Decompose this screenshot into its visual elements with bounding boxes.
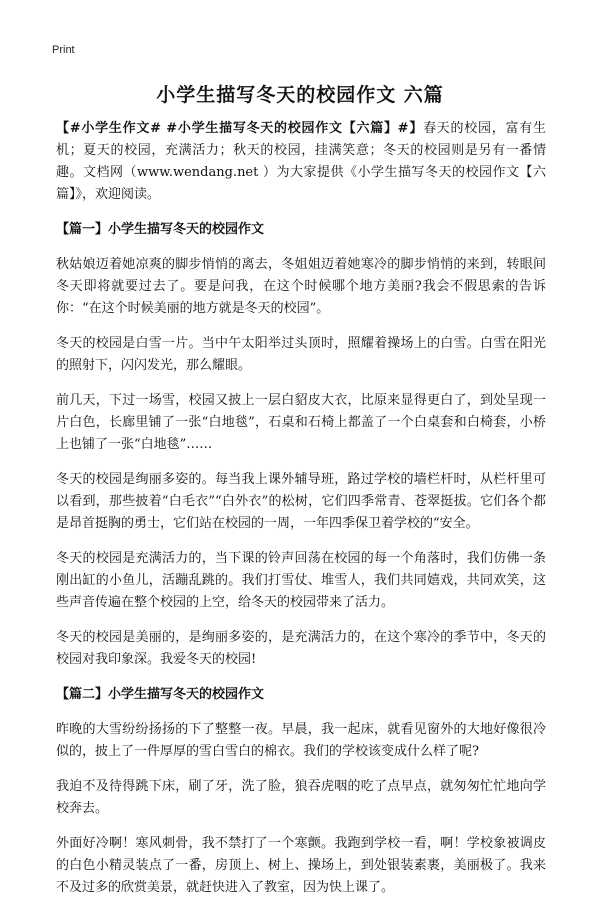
paragraph: 秋姑娘迈着她凉爽的脚步悄悄的离去，冬姐姐迈着她寒冷的脚步悄悄的来到，转眼间冬天即将就要过去了。要是问我，在这个时候哪个地方美丽?我会不假思索的告诉你：“在这个时候美丽的地方就是冬天的校园”。 xyxy=(56,257,546,316)
intro-paragraph xyxy=(56,118,546,206)
intro-text: 春天的校园，富有生机；夏天的校园，充满活力；秋天的校园，挂满笑意；冬天的校园则是另有一番情趣。文档网（www.wendang.net ）为大家提供《小学生描写冬天的校园作文【六篇】》，欢迎阅读。 xyxy=(56,121,546,202)
section-heading-1: 【篇一】小学生描写冬天的校园作文 xyxy=(56,222,265,237)
paragraph: 冬天的校园是绚丽多姿的。每当我上课外辅导班，路过学校的墙栏杆时，从栏杆里可以看到，那些披着“白毛衣”“白外衣”的松树，它们四季常青、苍翠挺拔。它们各个都是昂首挺胸的勇士，它们站在校园的一周，一年四季保卫着学校的“安全。 xyxy=(56,472,546,531)
page-title: 小学生描写冬天的校园作文 六篇 xyxy=(156,84,444,106)
paragraph: 冬天的校园是充满活力的，当下课的铃声回荡在校园的每一个角落时，我们仿佛一条刚出缸的小鱼儿，活蹦乱跳的。我们打雪仗、堆雪人，我们共同嬉戏，共同欢笑，这些声音传遍在整个校园的上空，给冬天的校园带来了活力。 xyxy=(56,551,546,610)
paragraph: 外面好冷啊！寒风刺骨，我不禁打了一个寒颤。我跑到学校一看，啊！学校象被调皮的白色小精灵装点了一番，房顶上、树上、操场上，到处银装素裹，美丽极了。我来不及过多的欣赏美景，就赶快进入了教室，因为快上课了。 xyxy=(56,836,546,895)
intro-bold-lead: 【#小学生作文# #小学生描写冬天的校园作文【六篇】#】 xyxy=(56,121,424,136)
section-heading-2: 【篇二】小学生描写冬天的校园作文 xyxy=(56,687,265,702)
paragraph: 我迫不及待得跳下床，刷了牙，洗了脸，狼吞虎咽的吃了点早点，就匆匆忙忙地向学校奔去。 xyxy=(56,779,546,816)
paragraph: 冬天的校园是白雪一片。当中午太阳举过头顶时，照耀着操场上的白雪。白雪在阳光的照射下，闪闪发光，那么耀眼。 xyxy=(56,336,546,373)
print-link[interactable]: Print xyxy=(52,44,75,56)
paragraph: 昨晚的大雪纷纷扬扬的下了整整一夜。早晨，我一起床，就看见窗外的大地好像很冷似的，披上了一件厚厚的雪白雪白的棉衣。我们的学校该变成什么样了呢? xyxy=(56,722,546,759)
paragraph: 前几天，下过一场雪，校园又披上一层白貂皮大衣，比原来显得更白了，到处呈现一片白色，长廊里铺了一张“白地毯”，石桌和石椅上都盖了一个白桌套和白椅套，小桥上也铺了一张“白地毯”…… xyxy=(56,393,546,452)
paragraph: 冬天的校园是美丽的，是绚丽多姿的，是充满活力的，在这个寒冷的季节中，冬天的校园对我印象深。我爱冬天的校园! xyxy=(56,630,546,667)
article-body xyxy=(56,118,546,912)
